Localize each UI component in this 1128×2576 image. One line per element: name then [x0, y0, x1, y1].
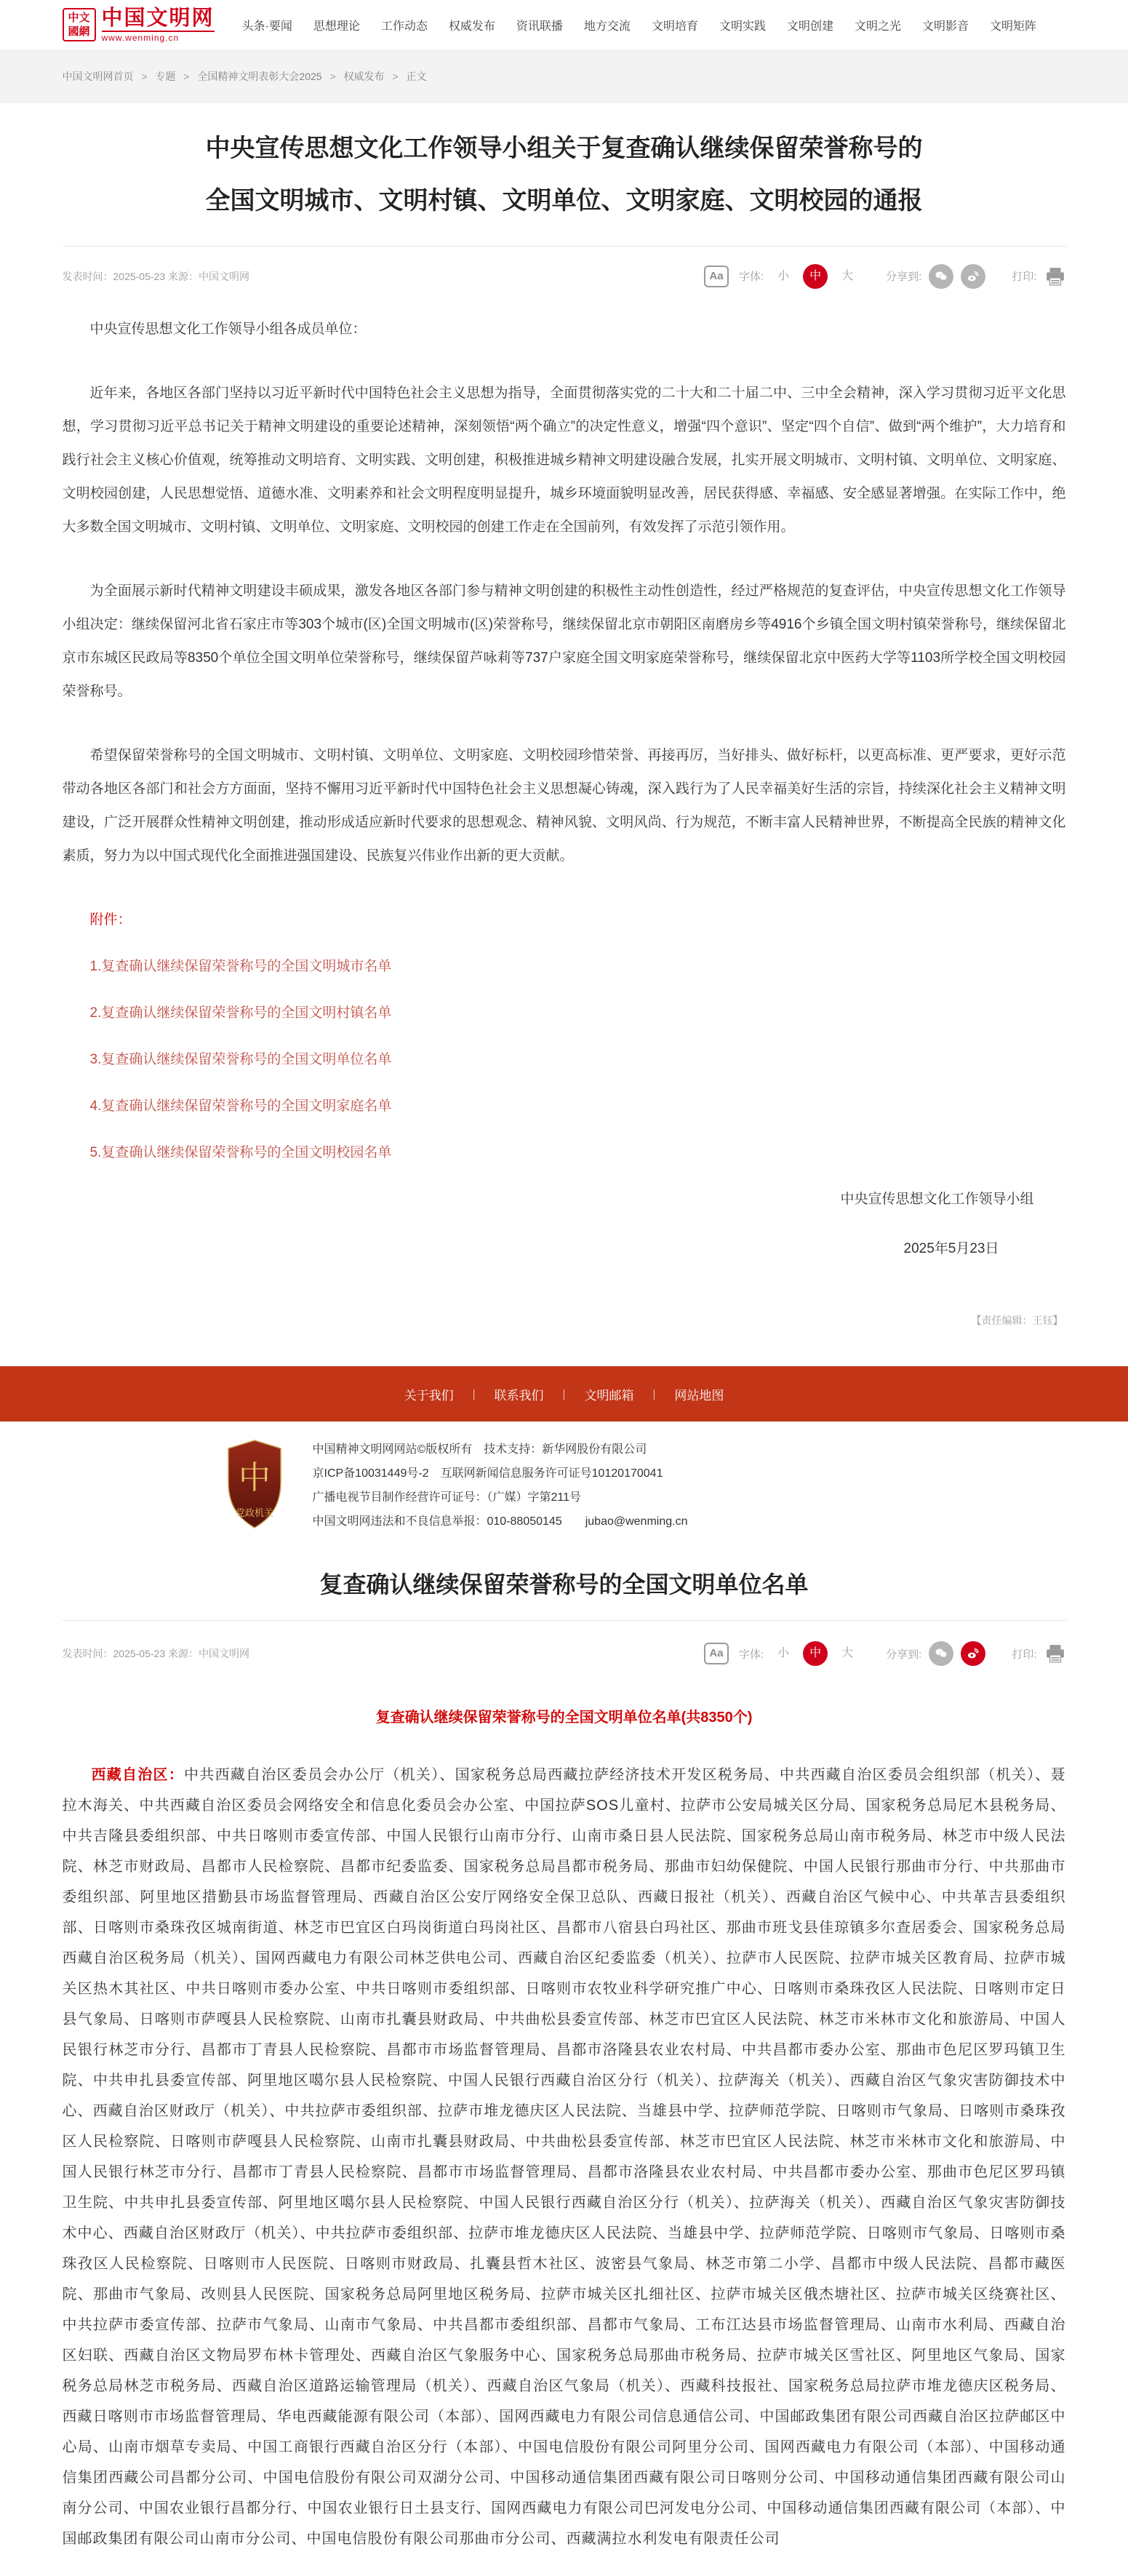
footer-line-report: 中国文明网违法和不良信息举报：010-88050145 jubao@wenming.cn	[312, 1515, 688, 1528]
article-2	[63, 1568, 1066, 2576]
divider	[63, 1620, 1066, 1621]
weibo-share-icon[interactable]	[961, 1641, 985, 1666]
footer-legal-lines	[313, 1433, 688, 1534]
unit-list-paragraph	[63, 1760, 1066, 2576]
article-meta-bar-2	[63, 1624, 1066, 1670]
font-small-button[interactable]: 小	[777, 1647, 790, 1659]
breadcrumb-strip	[0, 49, 1128, 103]
font-large-button[interactable]: 大	[841, 1647, 854, 1659]
logo-url: www.wenming.cn	[102, 31, 215, 43]
breadcrumb-separator: >	[329, 71, 336, 82]
wechat-share-icon[interactable]	[929, 1641, 953, 1666]
footer-link-contact[interactable]: 联系我们	[494, 1388, 544, 1403]
page-title-line1: 中央宣传思想文化工作领导小组关于复查确认继续保留荣誉称号的	[205, 135, 923, 162]
nav-item-cultivation[interactable]: 文明培育	[651, 20, 698, 33]
font-medium-button[interactable]: 中	[803, 264, 828, 289]
list-article-title: 复查确认继续保留荣誉称号的全国文明单位名单	[319, 1571, 809, 1598]
article-1	[63, 122, 1066, 1366]
breadcrumb-authoritative[interactable]: 权威发布	[343, 71, 385, 82]
footer-link-sitemap[interactable]: 网站地图	[674, 1388, 724, 1403]
breadcrumb-separator: >	[392, 71, 399, 82]
breadcrumb-separator: >	[141, 71, 148, 82]
logo-seal-icon: 中文國網	[63, 8, 96, 41]
font-label: 字体:	[738, 271, 764, 283]
attachment-item	[63, 1136, 1066, 1170]
attachment-item	[63, 950, 1066, 984]
breadcrumb	[63, 69, 1066, 84]
breadcrumb-home[interactable]: 中国文明网首页	[62, 71, 134, 82]
main-nav	[242, 17, 1037, 33]
print-label: 打印:	[1012, 1648, 1037, 1661]
paragraph: 为全面展示新时代精神文明建设丰硕成果，激发各地区各部门参与精神文明创建的积极性主动性创造性，经过严格规范的复查评估，中央宣传思想文化工作领导小组决定：继续保留河北省石家庄市等303个城市(区)全国文明城市(区)荣誉称号，继续保留北京市朝阳区南磨房乡等4916个乡镇全国文明村镇荣誉称号，继续保留北京市东城区民政局等8350个单位全国文明单位荣誉称号，继续保留芦咏莉等737户家庭全国文明家庭荣誉称号，继续保留北京中医药大学等1103所学校全国文明校园荣誉称号。	[62, 583, 1066, 699]
page-title	[63, 122, 1066, 227]
paragraph: 希望保留荣誉称号的全国文明城市、文明村镇、文明单位、文明家庭、文明校园珍惜荣誉、再接再厉，当好排头、做好标杆，以更高标准、更严要求，更好示范带动各地区各部门和社会方方面面，坚持不懈用习近平新时代中国特色社会主义思想凝心铸魂，深入践行为了人民幸福美好生活的宗旨，持续深化社会主义精神文明建设，广泛开展群众性精神文明创建，推动形成适应新时代要求的思想观念、精神风貌、文明风尚、行为规范，不断丰富人民精神世界，不断提高全民族的精神文化素质，努力为以中国式现代化全面推进强国建设、民族复兴伟业作出新的更大贡献。	[62, 748, 1066, 864]
svg-text:中: 中	[238, 1460, 271, 1496]
attachment-item	[63, 1043, 1066, 1077]
print-label: 打印:	[1012, 271, 1037, 283]
share-label: 分享到:	[886, 271, 922, 283]
nav-item-news[interactable]: 资讯联播	[516, 20, 563, 33]
attachment-link-villages[interactable]: 2.复查确认继续保留荣誉称号的全国文明村镇名单	[89, 1005, 392, 1021]
footer-link-about[interactable]: 关于我们	[404, 1388, 454, 1403]
unit-list-title: 复查确认继续保留荣誉称号的全国文明单位名单(共8350个)	[375, 1710, 753, 1726]
nav-item-headlines[interactable]: 头条·要闻	[241, 20, 292, 33]
nav-item-media[interactable]: 文明影音	[922, 20, 969, 33]
attachments-label: 附件：	[89, 912, 132, 928]
publish-info: 发表时间：2025-05-23 来源：中国文明网	[62, 270, 250, 282]
attachment-link-cities[interactable]: 1.复查确认继续保留荣誉称号的全国文明城市名单	[89, 959, 392, 974]
footer-line-copyright: 中国精神文明网网站©版权所有 技术支持：新华网股份有限公司	[312, 1443, 647, 1456]
publish-info: 发表时间：2025-05-23 来源：中国文明网	[62, 1648, 250, 1659]
footer-line-license: 广播电视节目制作经营许可证号：（广媒）字第211号	[312, 1491, 582, 1504]
logo-title: 中国文明网	[101, 6, 215, 30]
salutation: 中央宣传思想文化工作领导小组各成员单位：	[89, 322, 367, 337]
footer-line-icp: 京ICP备10031449号-2 互联网新闻信息服务许可证号10120170041	[312, 1467, 663, 1480]
attachment-item	[63, 997, 1066, 1030]
font-large-button[interactable]: 大	[841, 269, 854, 282]
nav-item-authoritative[interactable]: 权威发布	[448, 20, 495, 33]
nav-item-matrix[interactable]: 文明矩阵	[990, 20, 1037, 33]
attachment-link-families[interactable]: 4.复查确认继续保留荣誉称号的全国文明家庭名单	[89, 1098, 392, 1114]
attachment-link-units[interactable]: 3.复查确认继续保留荣誉称号的全国文明单位名单	[89, 1052, 392, 1067]
article-meta-bar	[63, 246, 1066, 292]
signature-date: 2025年5月23日	[903, 1241, 999, 1256]
attachment-link-campuses[interactable]: 5.复查确认继续保留荣誉称号的全国文明校园名单	[89, 1145, 392, 1160]
editor-credit: 【责任编辑：王钰】	[971, 1315, 1063, 1326]
breadcrumb-topic[interactable]: 专题	[155, 71, 176, 82]
footer-bar-separator: |	[472, 1387, 476, 1400]
font-small-button[interactable]: 小	[777, 269, 790, 282]
nav-item-work[interactable]: 工作动态	[380, 20, 428, 33]
font-label: 字体:	[738, 1648, 764, 1661]
print-icon[interactable]	[1044, 266, 1066, 287]
article-body	[63, 313, 1066, 1366]
footer-link-bar	[0, 1366, 1128, 1421]
breadcrumb-current: 正文	[406, 71, 427, 82]
wechat-share-icon[interactable]	[929, 264, 953, 289]
paragraph: 近年来，各地区各部门坚持以习近平新时代中国特色社会主义思想为指导，全面贯彻落实党的二十大和二十届二中、三中全会精神，深入学习贯彻习近平文化思想，学习贯彻习近平总书记关于精神文明建设的重要论述精神，深刻领悟“两个确立”的决定性意义，增强“四个意识”、坚定“四个自信”、做到“两个维护”，大力培育和践行社会主义核心价值观，统筹推动文明培育、文明实践、文明创建，积极推进城乡精神文明建设融合发展，扎实开展文明城市、文明村镇、文明单位、文明家庭、文明校园创建，人民思想觉悟、道德水准、文明素养和社会文明程度明显提升，城乡环境面貌明显改善，居民获得感、幸福感、安全感显著增强。在实际工作中，绝大多数全国文明城市、文明村镇、文明单位、文明家庭、文明校园的创建工作走在全国前列，有效发挥了示范引领作用。	[62, 386, 1066, 535]
region-label: 西藏自治区：	[91, 1767, 185, 1783]
font-medium-button[interactable]: 中	[803, 1641, 828, 1666]
nav-item-local[interactable]: 地方交流	[583, 20, 631, 33]
government-badge-icon	[224, 1437, 285, 1534]
page-title-line2: 全国文明城市、文明村镇、文明单位、文明家庭、文明校园的通报	[205, 187, 923, 215]
nav-item-light[interactable]: 文明之光	[854, 20, 901, 33]
nav-item-creation[interactable]: 文明创建	[786, 20, 833, 33]
site-logo[interactable]	[63, 7, 215, 43]
footer-bar-separator: |	[652, 1387, 656, 1400]
signature: 中央宣传思想文化工作领导小组	[840, 1192, 1034, 1207]
font-aa-icon[interactable]: Aa	[704, 266, 729, 287]
share-label: 分享到:	[886, 1648, 922, 1661]
footer-bar-separator: |	[562, 1387, 566, 1400]
print-icon[interactable]	[1044, 1643, 1066, 1664]
site-header	[0, 0, 1128, 49]
nav-item-practice[interactable]: 文明实践	[719, 20, 766, 33]
font-aa-icon[interactable]: Aa	[704, 1643, 729, 1664]
breadcrumb-separator: >	[183, 71, 190, 82]
footer-link-mailbox[interactable]: 文明邮箱	[584, 1388, 634, 1403]
site-footer	[63, 1421, 1066, 1547]
nav-item-theory[interactable]: 思想理论	[313, 20, 360, 33]
breadcrumb-event[interactable]: 全国精神文明表彰大会2025	[197, 71, 322, 82]
badge-label: 党政机关	[235, 1507, 273, 1518]
weibo-share-icon[interactable]	[961, 264, 985, 289]
attachment-item	[63, 1090, 1066, 1123]
unit-list-text: 中共西藏自治区委员会办公厅（机关）、国家税务总局西藏拉萨经济技术开发区税务局、中共西藏自治区委员会组织部（机关）、聂拉木海关、中共西藏自治区委员会网络安全和信息化委员会办公室、中国拉萨SOS儿童村、拉萨市公安局城关区分局、国家税务总局尼木县税务局、中共吉隆县委组织部、中共日喀则市委宣传部、中国人民银行山南市分行、山南市桑日县人民法院、国家税务总局山南市税务局、林芝市中级人民法院、林芝市财政局、昌都市人民检察院、昌都市纪委监委、国家税务总局昌都市税务局、那曲市妇幼保健院、中国人民银行那曲市分行、中共那曲市委组织部、阿里地区措勤县市场监督管理局、西藏自治区公安厅网络安全保卫总队、西藏日报社（机关）、西藏自治区气候中心、中共革吉县委组织部、日喀则市桑珠孜区城南街道、林芝市巴宜区白玛岗街道白玛岗社区、昌都市八宿县白玛社区、那曲市班戈县佳琼镇多尔查居委会、国家税务总局西藏自治区税务局（机关）、国网西藏电力有限公司林芝供电公司、西藏自治区纪委监委（机关）、拉萨市人民医院、拉萨市城关区教育局、拉萨市城关区热木其社区、中共日喀则市委办公室、中共日喀则市委组织部、日喀则市农牧业科学研究推广中心、日喀则市桑珠孜区人民法院、日喀则市定日县气象局、日喀则市萨嘎县人民检察院、山南市扎囊县财政局、中共曲松县委宣传部、林芝市巴宜区人民法院、林芝市米林市文化和旅游局、中国人民银行林芝市分行、昌都市丁青县人民检察院、昌都市市场监督管理局、昌都市洛隆县农业农村局、中共昌都市委办公室、那曲市色尼区罗玛镇卫生院、中共申扎县委宣传部、阿里地区噶尔县人民检察院、中国人民银行西藏自治区分行（机关）、拉萨海关（机关）、西藏自治区气象灾害防御技术中心、西藏自治区财政厅（机关）、中共拉萨市委组织部、拉萨市堆龙德庆区人民法院、当雄县中学、拉萨师范学院、日喀则市气象局、日喀则市桑珠孜区人民检察院、日喀则市萨嘎县人民检察院、山南市扎囊县财政局、中共曲松县委宣传部、林芝市巴宜区人民法院、林芝市米林市文化和旅游局、中国人民银行林芝市分行、昌都市丁青县人民检察院、昌都市市场监督管理局、昌都市洛隆县农业农村局、中共昌都市委办公室、那曲市色尼区罗玛镇卫生院、中共申扎县委宣传部、阿里地区噶尔县人民检察院、中国人民银行西藏自治区分行（机关）、拉萨海关（机关）、西藏自治区气象灾害防御技术中心、西藏自治区财政厅（机关）、中共拉萨市委组织部、拉萨市堆龙德庆区人民法院、当雄县中学、拉萨师范学院、日喀则市气象局、日喀则市桑珠孜区人民检察院、日喀则市人民医院、日喀则市财政局、扎囊县哲木社区、波密县气象局、林芝市第二小学、昌都市中级人民法院、昌都市藏医院、那曲市气象局、改则县人民医院、国家税务总局阿里地区税务局、拉萨市城关区扎细社区、拉萨市城关区俄杰塘社区、拉萨市城关区绕赛社区、中共拉萨市委宣传部、拉萨市气象局、山南市气象局、中共昌都市委组织部、昌都市气象局、工布江达县市场监督管理局、山南市水利局、西藏自治区妇联、西藏自治区文物局罗布林卡管理处、西藏自治区气象服务中心、国家税务总局那曲市税务局、拉萨市城关区雪社区、阿里地区气象局、国家税务总局林芝市税务局、西藏自治区道路运输管理局（机关）、西藏自治区气象局（机关）、西藏科技报社、国家税务总局拉萨市堆龙德庆区税务局、西藏日喀则市市场监督管理局、华电西藏能源有限公司（本部）、国网西藏电力有限公司信息通信公司、中国邮政集团有限公司西藏自治区拉萨邮区中心局、山南市烟草专卖局、中国工商银行西藏自治区分行（本部）、中国电信股份有限公司阿里分公司、国网西藏电力有限公司（本部）、中国移动通信集团西藏公司昌都分公司、中国电信股份有限公司双湖分公司、中国移动通信集团西藏有限公司日喀则分公司、中国移动通信集团西藏有限公司山南分公司、中国农业银行昌都分行、中国农业银行日土县支行、国网西藏电力有限公司巴河发电分公司、中国移动通信集团西藏有限公司（本部）、中国邮政集团有限公司山南市分公司、中国电信股份有限公司那曲市分公司、西藏满拉水利发电有限责任公司	[62, 1767, 1066, 2547]
